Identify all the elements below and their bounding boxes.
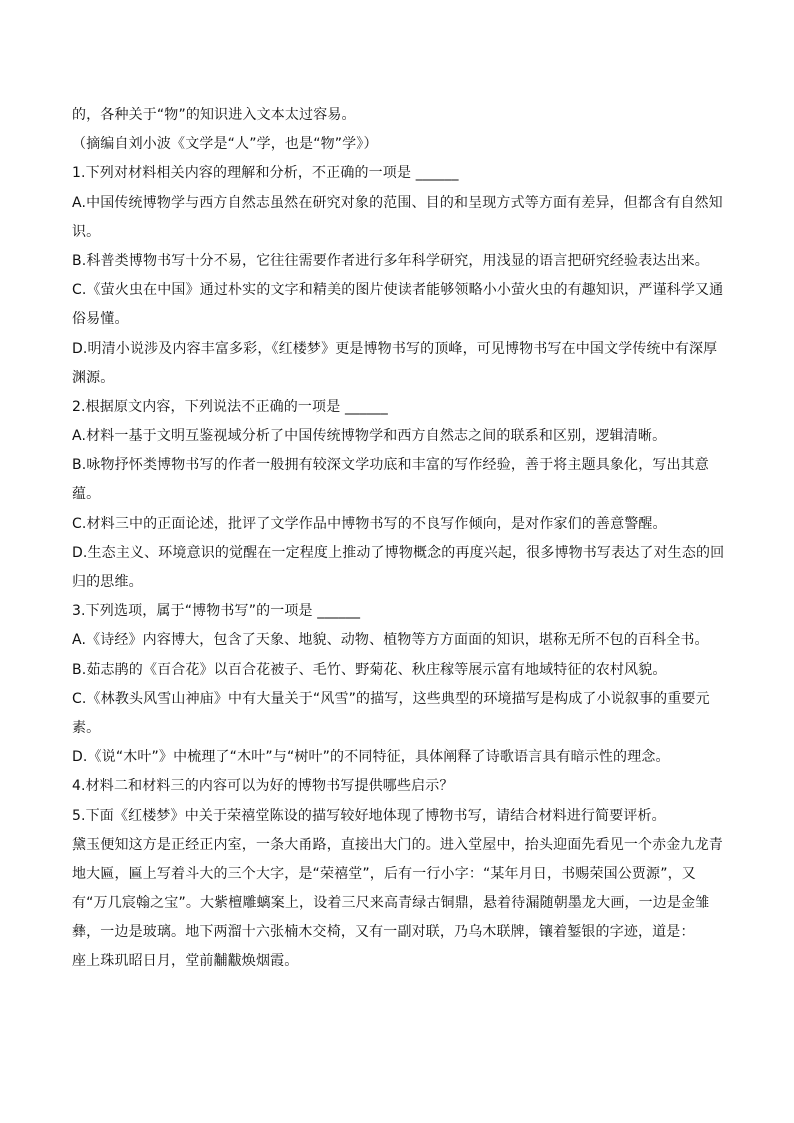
q3-option-d: D.《说“木叶”》中梳理了“木叶”与“树叶”的不同特征，具体阐释了诗歌语言具有暗示性的理念。 [72,749,670,766]
excerpt-line: 彝，一边是玻璃。地下两溜十六张楠木交椅，又有一副对联，乃乌木联牌，镶着錾银的字迹，道是： [72,924,695,941]
q1-option-c-continued: 俗易懂。 [72,311,129,328]
question-2: 2.根据原文内容，下列说法不正确的一项是 ______ [72,398,388,415]
excerpt-line: 黛玉便知这方是正经正内室，一条大甬路，直接出大门的。进入堂屋中，抬头迎面先看见一个赤金九龙青 [72,836,723,853]
q1-option-b: B.科普类博物书写十分不易，它往往需要作者进行多年科学研究，用浅显的语言把研究经验表达出来。 [72,252,709,269]
question-5: 5.下面《红楼梦》中关于荣禧堂陈设的描写较好地体现了博物书写，请结合材料进行简要评析。 [72,807,666,824]
q1-option-a: A.中国传统博物学与西方自然志虽然在研究对象的范围、目的和呈现方式等方面有差异，但都含有自然知 [72,194,723,211]
q3-option-c-continued: 素。 [72,719,101,736]
q2-option-b-continued: 蕴。 [72,486,101,503]
q2-option-b: B.咏物抒怀类博物书写的作者一般拥有较深文学功底和丰富的写作经验，善于将主题具象化，写出其意 [72,457,709,474]
excerpt-line: 有“万几宸翰之宝”。大紫檀雕螭案上，设着三尺来高青绿古铜鼎，悬着待漏随朝墨龙大画，一边是金雏 [72,895,710,912]
question-4: 4.材料二和材料三的内容可以为好的博物书写提供哪些启示？ [72,778,454,795]
q1-option-a-continued: 识。 [72,223,101,240]
q2-option-a: A.材料一基于文明互鉴视域分析了中国传统博物学和西方自然志之间的联系和区别，逻辑清晰。 [72,428,667,445]
q2-option-d-continued: 归的思维。 [72,574,143,590]
document-body [72,101,724,977]
q3-option-a: A.《诗经》内容博大，包含了天象、地貌、动物、植物等方方面面的知识，堪称无所不包的百科全书。 [72,632,709,649]
q1-option-d-continued: 渊源。 [72,369,115,386]
question-3: 3.下列选项，属于“博物书写”的一项是 ______ [72,603,361,620]
source-citation: （摘编自刘小波《文学是“人”学，也是“物”学》） [72,136,378,153]
question-1: 1.下列对材料相关内容的理解和分析，不正确的一项是 ______ [72,165,459,182]
q3-option-b: B.茹志鹃的《百合花》以百合花被子、毛竹、野菊花、秋庄稼等展示富有地域特征的农村风貌。 [72,661,667,678]
q1-option-d: D.明清小说涉及内容丰富多彩，《红楼梦》更是博物书写的顶峰，可见博物书写在中国文学传统中有深厚 [72,340,718,357]
q1-option-c: C.《萤火虫在中国》通过朴实的文字和精美的图片使读者能够领略小小萤火虫的有趣知识，严谨科学又通 [72,282,724,299]
q2-option-c: C.材料三中的正面论述，批评了文学作品中博物书写的不良写作倾向，是对作家们的善意警醒。 [72,515,667,532]
paragraph-line: 的，各种关于“物”的知识进入文本太过容易。 [72,107,356,123]
couplet-line: 座上珠玑昭日月，堂前黼黻焕烟霞。 [72,953,299,970]
excerpt-line: 地大匾，匾上写着斗大的三个大字，是“荣禧堂”，后有一行小字：“某年月日，书赐荣国公贾源”，又 [72,865,696,882]
q2-option-d: D.生态主义、环境意识的觉醒在一定程度上推动了博物概念的再度兴起，很多博物书写表达了对生态的回 [72,544,725,561]
q3-option-c: C.《林教头风雪山神庙》中有大量关于“风雪”的描写，这些典型的环境描写是构成了小说叙事的重要元 [72,690,710,707]
